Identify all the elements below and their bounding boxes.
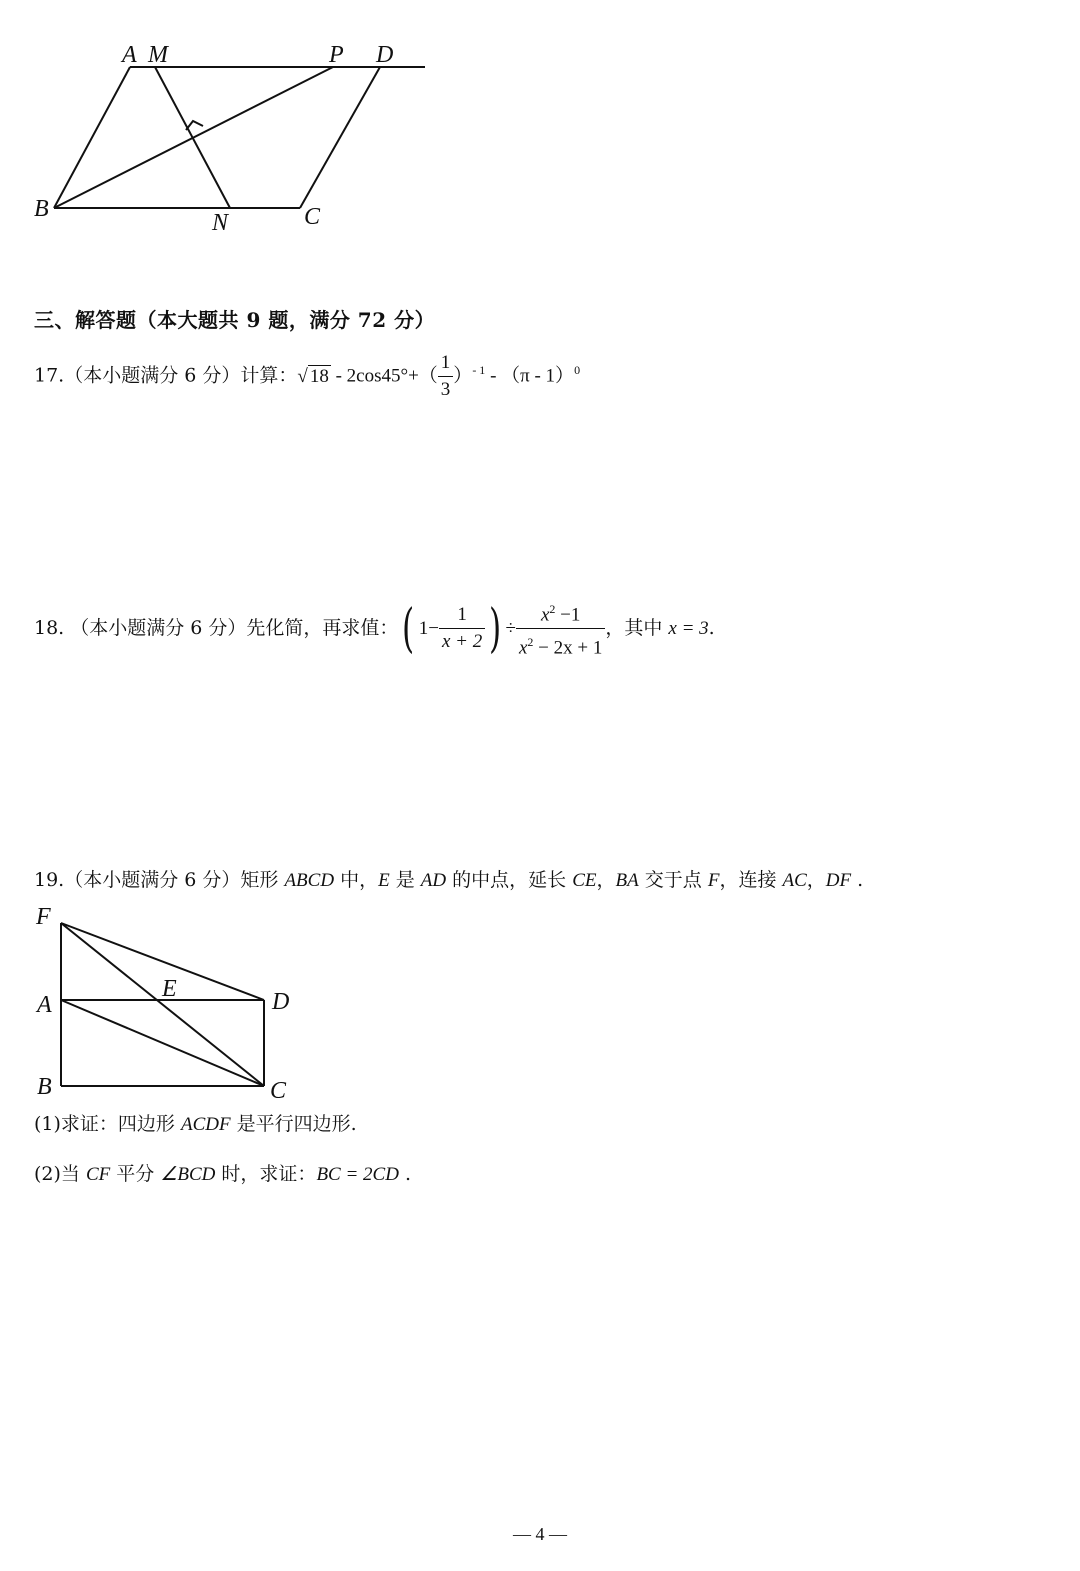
q19-text-d: 的中点，延长 [446,869,573,891]
q19-part2-d: . [398,1163,412,1185]
q19-text-i: . [851,869,864,891]
q17-exp1: - 1 [472,363,486,378]
q18-end: . [708,616,715,639]
q19-df: DF [825,870,852,891]
q19-abcd: ABCD [284,870,335,891]
q18-f2-den-exp: 2 [527,635,534,650]
q17-prefix: 17.（本小题满分 6 分）计算： [34,364,298,387]
q19-text-e: ， [596,869,616,891]
q19-text-c: 是 [389,869,421,891]
q19-ac: AC [782,870,807,891]
label-d: D [272,989,290,1015]
q18-f2-den-x: x [518,637,528,659]
q18-f2-den-rest: − 2x + 1 [533,637,603,659]
q19-part2-angle: ∠BCD [160,1164,216,1185]
q19-part-1 [34,1110,357,1139]
q19-part1-b: 是平行四边形. [230,1113,357,1135]
q19-part2-a: (2)当 [34,1163,86,1185]
q17-part3: ） [453,365,473,387]
q18-f2-den [516,629,605,661]
left-paren: ( [402,598,415,659]
label-f: F [36,904,51,930]
q18-f2-num [516,596,605,629]
sqrt-expression: √ 18 [297,365,329,387]
q19-ba: BA [615,870,639,891]
q18-f1-num: 1 [439,602,485,629]
label-m: M [148,42,168,68]
right-paren: ) [489,598,502,659]
q17-part2: - 2cos45°+（ [330,365,438,387]
q18-div: ÷ [505,617,516,639]
q18-minus: − [428,617,439,639]
q18-one: 1 [418,617,429,639]
q18-condition: x = 3 [668,617,709,639]
q17-fraction [438,350,454,403]
q19-part2-c: 时，求证： [215,1163,317,1185]
label-c: C [304,204,321,230]
q19-text-f: 交于点 [638,869,708,891]
label-a: A [37,992,52,1018]
q18-suffix: ，其中 [605,616,663,639]
rectangle-figure [0,900,320,1105]
q19-part2-eq: BC = 2CD [316,1164,399,1185]
q17-frac-num: 1 [438,350,454,377]
q18-fraction-2 [516,596,605,662]
q18-f2-num-exp: 2 [549,602,556,616]
q17-exp2: 0 [574,363,581,378]
q17-part4: - （π - 1） [485,365,575,387]
line-dc [300,67,380,208]
q19-part1-acdf: ACDF [180,1114,231,1135]
label-c: C [270,1078,287,1104]
label-b: B [37,1074,52,1100]
page-number: — 4 — [513,1524,567,1544]
question-19 [34,866,863,895]
sqrt-radicand: 18 [309,365,329,387]
label-d: D [376,42,394,68]
label-p: P [329,42,344,68]
q19-part2-b: 平分 [110,1163,161,1185]
question-17 [34,350,580,403]
line-ac [61,1000,264,1086]
q19-e: E [378,870,390,891]
line-fc [61,923,264,1086]
label-a: A [122,42,137,68]
q19-part2-cf: CF [85,1164,111,1185]
q18-f1-den: x + 2 [441,631,483,653]
q19-part1-a: (1)求证：四边形 [34,1113,181,1135]
q19-ad: AD [420,870,447,891]
q18-f2-num-x: x [540,604,550,626]
section-title: 三、解答题（本大题共 9 题，满分 72 分） [34,308,436,332]
q18-fraction-1 [439,602,485,655]
question-18 [34,596,715,662]
q19-part-2 [34,1160,411,1189]
q19-text-h: ， [806,869,826,891]
parallelogram-figure [0,30,460,250]
label-b: B [34,196,49,222]
q18-f2-num-rest: −1 [555,604,581,626]
q17-frac-den: 3 [440,379,451,400]
q19-text-a: 19.（本小题满分 6 分）矩形 [34,869,285,891]
line-ab [54,67,130,208]
label-n: N [212,210,229,236]
q18-prefix: 18. （本小题满分 6 分）先化简，再求值： [34,616,399,639]
q19-text-g: ，连接 [719,869,783,891]
label-e: E [162,976,177,1002]
line-mn [155,67,230,208]
q19-ce: CE [572,870,597,891]
q19-f: F [707,870,720,891]
q19-text-b: 中， [334,869,379,891]
